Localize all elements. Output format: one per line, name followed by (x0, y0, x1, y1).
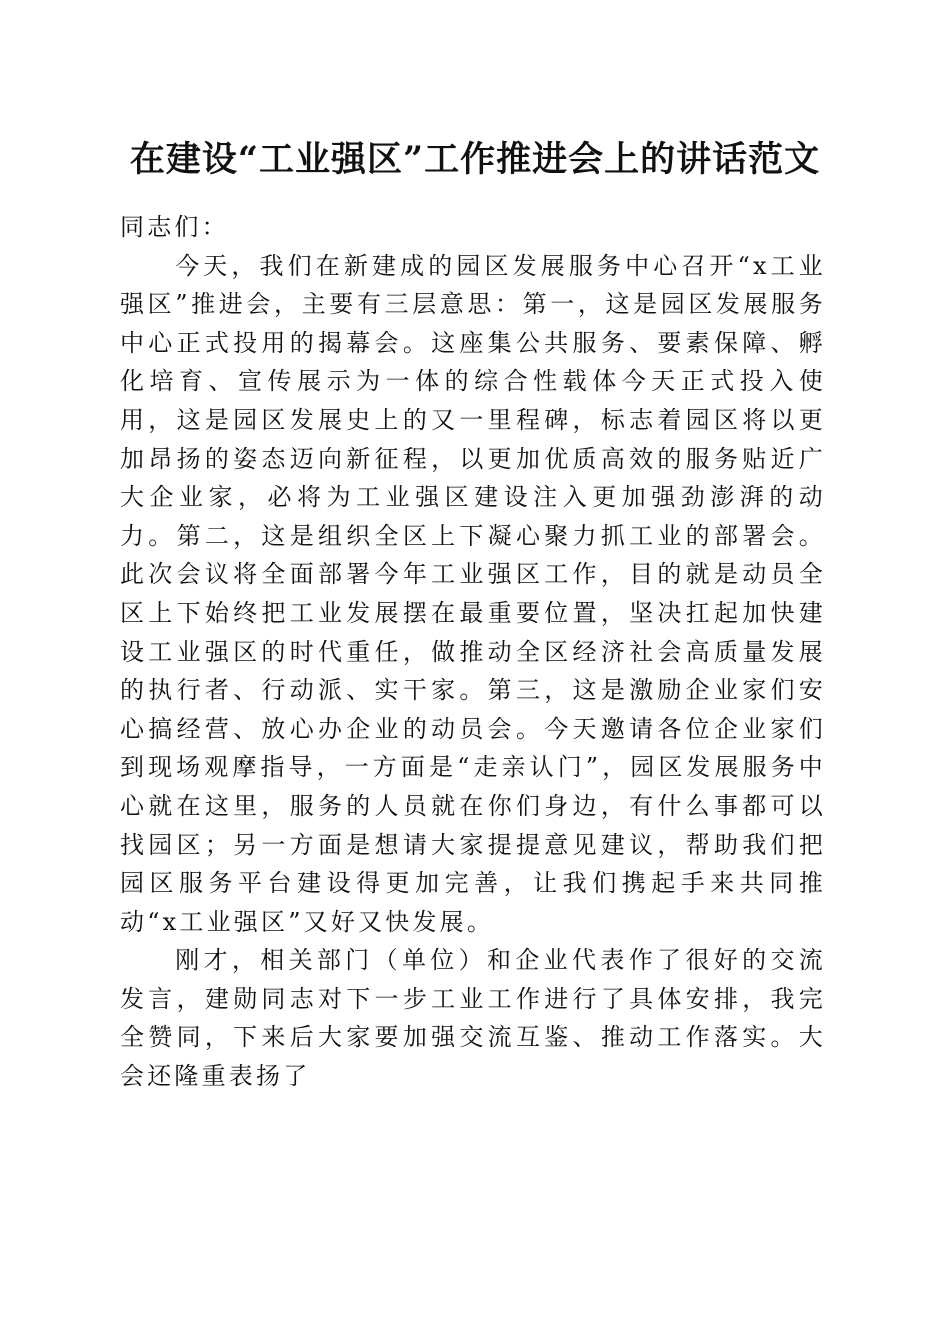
salutation: 同志们： (120, 213, 229, 241)
document-title: 在建设“工业强区”工作推进会上的讲话范文 (129, 139, 821, 180)
paragraph-1: 今天，我们在新建成的园区发展服务中心召开“x工业强区”推进会，主要有三层意思：第一，这是园区发展服务中心正式投用的揭幕会。这座集公共服务、要素保障、孵化培育、宣传展示为一体的综合性载体今天正式投入使用，这是园区发展史上的又一里程碑，标志着园区将以更加昂扬的姿态迈向新征程，以更加优质高效的服务贴近广大企业家，必将为工业强区建设注入更加强劲澎湃的动力。第二，这是组织全区上下凝心聚力抓工业的部署会。此次会议将全面部署今年工业强区工作，目的就是动员全区上下始终把工业发展摆在最重要位置，坚决扛起加快建设工业强区的时代重任，做推动全区经济社会高质量发展的执行者、行动派、实干家。第三，这是激励企业家们安心搞经营、放心办企业的动员会。今天邀请各位企业家们到现场观摩指导，一方面是“走亲认门”，园区发展服务中心就在这里，服务的人员就在你们身边，有什么事都可以找园区；另一方面是想请大家提提意见建议，帮助我们把园区服务平台建设得更加完善，让我们携起手来共同推动“x工业强区”又好又快发展。 (120, 251, 826, 936)
paragraph-2: 刚才，相关部门（单位）和企业代表作了很好的交流发言，建勋同志对下一步工业工作进行了具体安排，我完全赞同，下来后大家要加强交流互鉴、推动工作落实。大会还隆重表扬了 (120, 946, 826, 1091)
document-body (120, 208, 826, 1096)
